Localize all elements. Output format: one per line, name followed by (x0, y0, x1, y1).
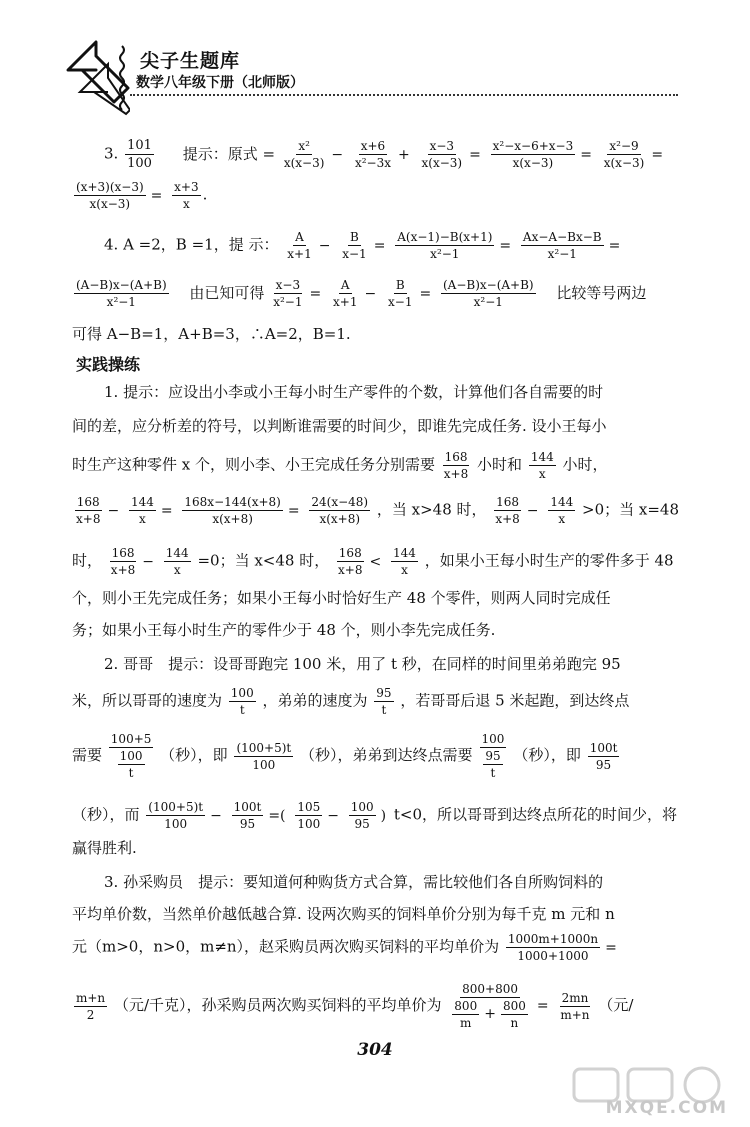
fraction: $\frac{100}{t}$ (230, 686, 254, 717)
practice-3-line-4: $\frac{m+n}{2}$ （元/千克），孙采购员两次购买饲料的平均单价为 800+800 $\frac{800}{m}$ + $\frac{800}{n}$ = $\frac{2mn}{m+n}$ （元/ (76, 982, 634, 1030)
fraction: $\frac{168}{x+8}$ (110, 546, 136, 577)
compound-fraction: 800+800 $\frac{800}{m}$ + $\frac{800}{n}$ (454, 982, 526, 1030)
fraction: $\frac{B}{x-1}$ (388, 278, 413, 309)
fraction: $\frac{\text{x²−x−6+x−3}}{x(x-3)}$ (492, 139, 574, 170)
fraction: $\frac{105}{100}$ (297, 800, 321, 831)
page-number: 304 (357, 1040, 393, 1060)
practice-1-line-1: 1. 提示：应设出小李或小王每小时生产零件的个数，计算他们各自需要的时 (104, 383, 604, 401)
fraction: $\frac{\text{x²}}{x(x-3)}$ (283, 139, 325, 170)
fraction: $\frac{x+6}{\text{x²−3x}}$ (354, 139, 391, 170)
solution-3-line-2: $\frac{(x+3)(x-3)}{x(x-3)}$ = $\frac{x+3}{x}$ . (76, 180, 208, 211)
practice-2-line-2: 米，所以哥哥的速度为 $\frac{100}{t}$ ，弟弟的速度为 $\frac{95}{t}$ ，若哥哥后退 5 米起跑，到达终点 (72, 686, 630, 717)
compound-fraction: $\frac{100+5}{\frac{100}{t}}$ (110, 732, 152, 780)
fraction: $\frac{A}{x+1}$ (333, 278, 358, 309)
fraction: $\frac{168}{x+8}$ (76, 495, 101, 526)
fraction: $\frac{1000m+1000n}{1000+1000}$ (507, 932, 599, 963)
fraction: $\frac{A(x-1)-B(x+1)}{\text{x²−1}}$ (397, 230, 493, 261)
book-title: 尖子生题库 (140, 50, 241, 72)
fraction: $\frac{Ax-A-Bx-B}{\text{x²−1}}$ (522, 230, 602, 261)
compound-fraction: $\frac{100}{\frac{95}{t}}$ (481, 732, 505, 780)
practice-1-line-2: 间的差，应分析差的符号，以判断谁需要的时间少，即谁先完成任务. 设小王每小 (72, 417, 607, 435)
fraction: $\frac{144}{x}$ (530, 450, 554, 481)
fraction: $\frac{x-3}{\text{x²−1}}$ (273, 278, 303, 309)
fraction: $\frac{(x+3)(x-3)}{x(x-3)}$ (76, 180, 144, 211)
section-heading: 实践操练 (76, 355, 141, 374)
fraction: $\frac{24(x-48)}{x(x+8)}$ (311, 495, 369, 526)
fraction: $\frac{m+n}{2}$ (76, 990, 106, 1022)
practice-3-line-2: 平均单价数，当然单价越低越合算. 设两次购买的饲料单价分别为每千克 m 元和 n (72, 905, 615, 923)
watermark-text: MXQE.COM (605, 1098, 728, 1118)
practice-1-line-3: 时生产这种零件 x 个，则小李、小王完成任务分别需要 $\frac{168}{x+8}$ 小时和 $\frac{144}{x}$ 小时， (72, 450, 608, 481)
practice-2-line-4: （秒），而 $\frac{(100+5)t}{100}$ − $\frac{100t}{95}$ =( $\frac{105}{100}$ − $\frac{100}{95}$ ) t<0，所以哥哥到达终点所花的时间少，将 (72, 800, 678, 831)
fraction: $\frac{(100+5)t}{100}$ (236, 740, 292, 772)
fraction: $\frac{144}{x}$ (165, 546, 189, 577)
fraction: $\frac{144}{x}$ (393, 546, 416, 577)
solution-3-line-1: 3. $\frac{101}{100}$ 提示：原式 = $\frac{\text{x²}}{x(x-3)}$ − $\frac{x+6}{\text{x²−3x}}$ + $\frac{x-3}{x(x-3)}$ = $\frac{\text{x²−x−6+x−3}}{x(x-3)}$ = $\frac{\text{x²−9}}{x(x-3)}$ = (104, 138, 664, 171)
fraction: $\frac{144}{x}$ (550, 495, 574, 526)
practice-1-line-7: 务；如果小王每小时生产的零件少于 48 个，则小李先完成任务. (72, 621, 496, 639)
fraction: $\frac{x+3}{x}$ (174, 180, 199, 211)
solution-4-line-3: 可得 A−B=1，A+B=3，∴A=2，B=1. (72, 325, 351, 343)
practice-1-line-4: $\frac{168}{x+8}$ − $\frac{144}{x}$ = $\frac{168x-144(x+8)}{x(x+8)}$ = $\frac{24(x-48)}{x(x+8)}$ ，当 x>48 时， $\frac{168}{x+8}$ − $\frac{144}{x}$ >0；当 x=48 (76, 495, 679, 526)
fraction: $\frac{168}{x+8}$ (338, 546, 363, 577)
fraction: $\frac{168}{x+8}$ (495, 495, 520, 526)
solution-4-line-2: $\frac{(A-B)x-(A+B)}{\text{x²−1}}$ 由已知可得 $\frac{x-3}{\text{x²−1}}$ = $\frac{A}{x+1}$ − $\frac{B}{x-1}$ = $\frac{(A-B)x-(A+B)}{\text{x²−1}}$ 比较等号两边 (76, 278, 647, 309)
fraction: $\frac{2mn}{m+n}$ (560, 990, 590, 1022)
fraction: $\frac{B}{x-1}$ (342, 230, 367, 261)
fraction: $\frac{101}{100}$ (127, 138, 152, 171)
arrow-logo-icon (66, 40, 130, 120)
practice-3-line-3: 元（m>0，n>0，m≠n），赵采购员两次购买饲料的平均单价为 $\frac{1000m+1000n}{1000+1000}$ = (72, 932, 617, 963)
solution-4-line-1: 4. A =2，B =1，提 示： $\frac{A}{x+1}$ − $\frac{B}{x-1}$ = $\frac{A(x-1)-B(x+1)}{\text{x²−1}}$ = $\frac{Ax-A-Bx-B}{\text{x²−1}}$ = (104, 230, 621, 261)
fraction: $\frac{(100+5)t}{100}$ (148, 800, 204, 831)
practice-1-line-6: 个，则小王先完成任务；如果小王每小时恰好生产 48 个零件，则两人同时完成任 (72, 589, 611, 607)
fraction: $\frac{168x-144(x+8)}{x(x+8)}$ (184, 495, 281, 526)
practice-2-line-1: 2. 哥哥 提示：设哥哥跑完 100 米，用了 t 秒，在同样的时间里弟弟跑完 95 (104, 655, 621, 673)
fraction: $\frac{100}{95}$ (350, 800, 374, 831)
fraction: $\frac{\text{x²−9}}{x(x-3)}$ (603, 139, 645, 170)
practice-2-line-5: 赢得胜利. (72, 839, 137, 857)
practice-2-line-3: 需要 $\frac{100+5}{\frac{100}{t}}$ （秒），即 $\frac{(100+5)t}{100}$ （秒），弟弟到达终点需要 $\frac{100}{\frac{95}{t}}$ （秒），即 $\frac{100t}{95}$ (72, 732, 618, 780)
fraction: $\frac{x-3}{x(x-3)}$ (421, 139, 463, 170)
fraction: $\frac{144}{x}$ (130, 495, 154, 526)
fraction: $\frac{100t}{95}$ (589, 740, 618, 772)
fraction: $\frac{168}{x+8}$ (443, 450, 469, 481)
practice-1-line-5: 时， $\frac{168}{x+8}$ − $\frac{144}{x}$ =0；当 x<48 时， $\frac{168}{x+8}$ < $\frac{144}{x}$ ，如果小王每小时生产的零件多于 48 (72, 546, 674, 577)
header-divider (130, 94, 678, 96)
fraction: $\frac{(A-B)x-(A+B)}{\text{x²−1}}$ (76, 278, 167, 309)
practice-3-line-1: 3. 孙采购员 提示：要知道何种购货方式合算，需比较他们各自所购饲料的 (104, 873, 604, 891)
fraction: $\frac{A}{x+1}$ (287, 230, 312, 261)
fraction: $\frac{(A-B)x-(A+B)}{\text{x²−1}}$ (442, 278, 534, 309)
fraction: $\frac{100t}{95}$ (233, 800, 262, 831)
fraction: $\frac{95}{t}$ (376, 686, 392, 717)
book-subtitle: 数学八年级下册（北师版） (136, 75, 304, 91)
